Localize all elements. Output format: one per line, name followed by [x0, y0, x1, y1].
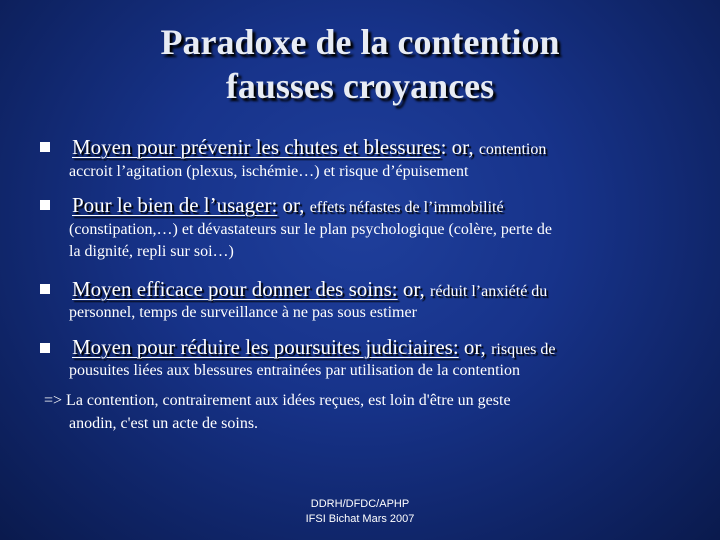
item-3-or: or, — [397, 277, 431, 301]
bullet-icon — [40, 284, 50, 294]
conclusion-line-1: => La contention, contrairement aux idées reçues, est loin d'être un geste — [44, 392, 511, 409]
bullet-icon — [40, 200, 50, 210]
item-1-line — [72, 134, 546, 163]
item-3-continuation-1: personnel, temps de surveillance à ne pas sous estimer — [69, 304, 417, 321]
bullet-icon — [40, 142, 50, 152]
footer-line-2: IFSI Bichat Mars 2007 — [305, 513, 415, 525]
item-3-line — [72, 276, 547, 305]
bullet-icon — [40, 343, 50, 353]
footer-line-1: DDRH/DFDC/APHP — [310, 498, 410, 510]
item-3-heading: Moyen efficace pour donner des soins: — [72, 277, 398, 301]
item-4-continuation-1: pousuites liées aux blessures entrainées par utilisation de la contention — [69, 362, 520, 379]
item-2-continuation-1: (constipation,…) et dévastateurs sur le plan psychologique (colère, perte de — [69, 221, 552, 238]
title-line-1: Paradoxe de la contention — [160, 22, 560, 62]
item-1-or: or, — [446, 135, 479, 159]
item-4-line — [72, 334, 556, 363]
slide-title — [0, 20, 720, 108]
item-1-continuation-1: accroit l’agitation (plexus, ischémie…) et risque d’épuisement — [69, 163, 469, 180]
item-2-continuation-2: la dignité, repli sur soi…) — [69, 243, 234, 260]
item-4-rest: risques de — [491, 341, 556, 358]
item-1-rest: contention — [478, 141, 547, 158]
item-4-or: or, — [458, 335, 492, 359]
item-2-line — [72, 192, 504, 221]
item-2-or: or, — [277, 193, 310, 217]
footer — [240, 497, 480, 527]
item-2-heading: Pour le bien de l’usager: — [72, 193, 278, 217]
item-3-rest: réduit l’anxiété du — [430, 283, 548, 300]
item-1-colon: : — [440, 135, 447, 159]
title-line-2: fausses croyances — [225, 66, 495, 106]
item-2-rest: effets néfastes de l’immobilité — [309, 199, 504, 216]
item-4-heading: Moyen pour réduire les poursuites judiciaires: — [72, 335, 459, 359]
conclusion-line-2: anodin, c'est un acte de soins. — [69, 415, 259, 432]
item-1-heading: Moyen pour prévenir les chutes et blessures — [72, 135, 441, 159]
